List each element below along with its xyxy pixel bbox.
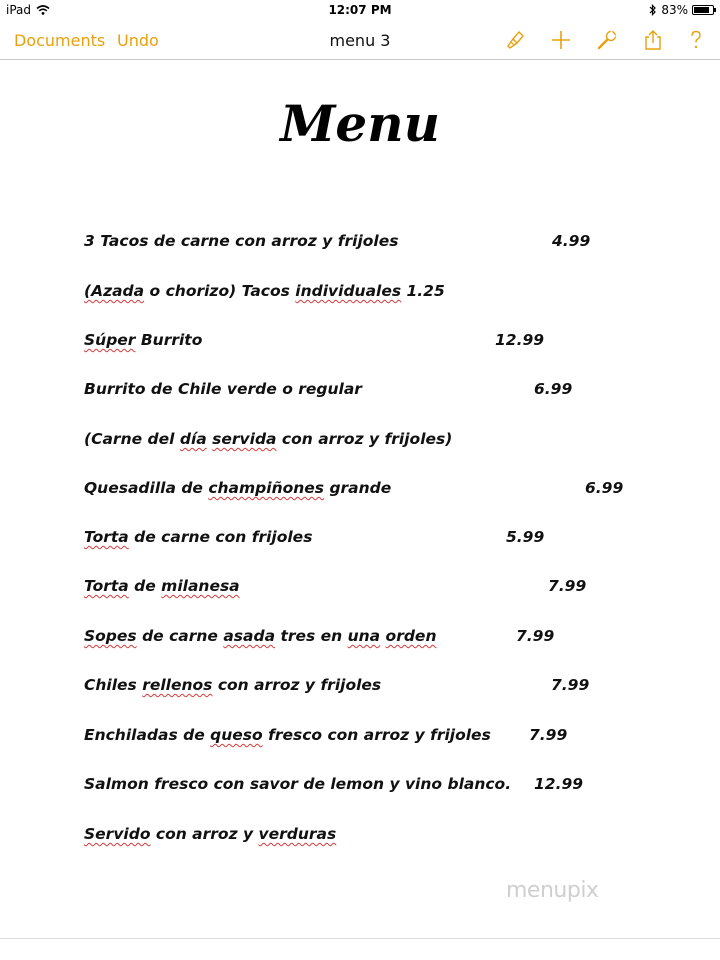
document-canvas[interactable] xyxy=(0,60,720,938)
menu-item-7-price: 5.99 xyxy=(506,528,545,546)
menu-item-1: 3 Tacos de carne con arroz y frijoles xyxy=(84,232,399,250)
menu-item-8-price: 7.99 xyxy=(548,577,587,595)
menu-item-2: (Azada o chorizo) Tacos individuales 1.25 xyxy=(84,282,445,300)
menu-item-8: Torta de milanesa xyxy=(84,577,240,595)
wrench-icon[interactable] xyxy=(595,28,619,52)
menu-item-4: Burrito de Chile verde o regular xyxy=(84,380,362,398)
menu-item-5: (Carne del día servida con arroz y frijoles) xyxy=(84,430,453,448)
status-right xyxy=(649,3,714,17)
toolbar xyxy=(0,20,720,60)
menu-item-7: Torta de carne con frijoles xyxy=(84,528,313,546)
menu-item-10-price: 7.99 xyxy=(551,676,590,694)
menu-item-3-price: 12.99 xyxy=(495,331,545,349)
paintbrush-icon[interactable] xyxy=(503,28,527,52)
document-title: menu 3 xyxy=(329,31,391,50)
battery-percent: 83% xyxy=(661,3,688,17)
documents-button[interactable]: Documents xyxy=(14,31,106,50)
menu-title: Menu xyxy=(280,94,440,153)
menu-item-11-price: 7.99 xyxy=(529,726,568,744)
menu-item-13: Servido con arroz y verduras xyxy=(84,825,337,843)
menu-item-12: Salmon fresco con savor de lemon y vino blanco. xyxy=(84,775,512,793)
menu-item-9-price: 7.99 xyxy=(516,627,555,645)
menu-item-9: Sopes de carne asada tres en una orden xyxy=(84,627,437,645)
menu-item-3: Súper Burrito xyxy=(84,331,203,349)
undo-button[interactable]: Undo xyxy=(117,31,159,50)
menu-item-12-price: 12.99 xyxy=(534,775,584,793)
watermark: menupix xyxy=(506,878,599,903)
device-label: iPad xyxy=(6,3,32,17)
menu-item-11: Enchiladas de queso fresco con arroz y frijoles xyxy=(84,726,491,744)
menu-item-10: Chiles rellenos con arroz y frijoles xyxy=(84,676,382,694)
menu-item-6-price: 6.99 xyxy=(585,479,624,497)
bluetooth-icon xyxy=(649,4,657,16)
menu-item-1-price: 4.99 xyxy=(552,232,591,250)
battery-icon xyxy=(692,5,714,15)
menu-item-4-price: 6.99 xyxy=(534,380,573,398)
help-icon[interactable] xyxy=(684,28,708,52)
menu-item-6: Quesadilla de champiñones grande xyxy=(84,479,392,497)
status-bar xyxy=(0,0,720,20)
share-icon[interactable] xyxy=(641,28,665,52)
plus-icon[interactable] xyxy=(549,28,573,52)
bottom-divider xyxy=(0,938,720,939)
status-time: 12:07 PM xyxy=(328,3,392,17)
